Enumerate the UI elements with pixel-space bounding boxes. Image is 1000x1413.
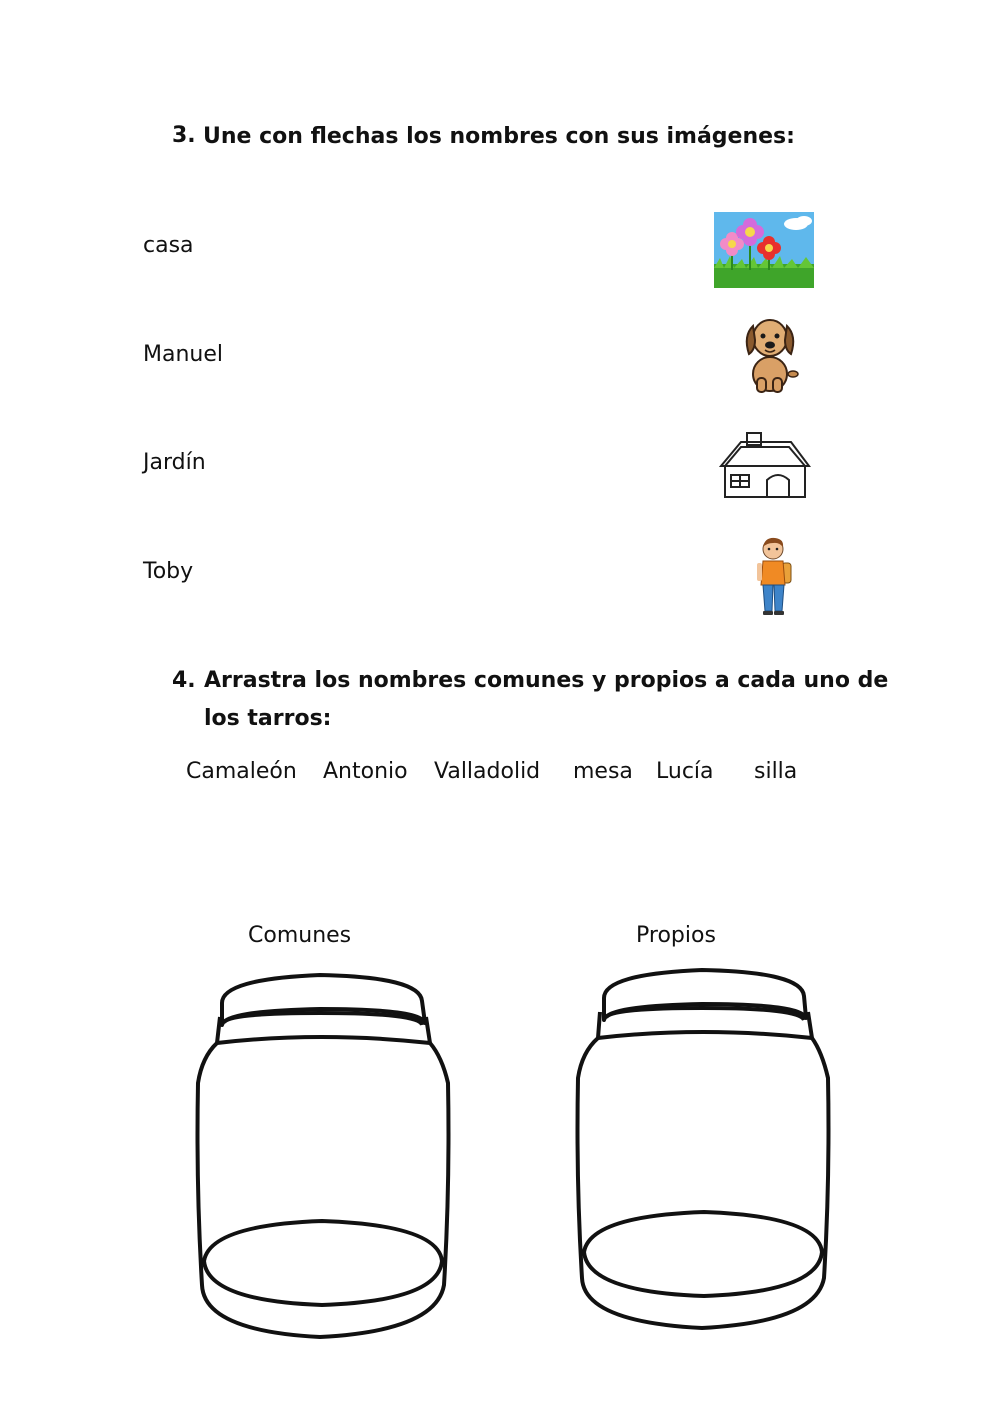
match-word-jardin[interactable]: Jardín (143, 450, 206, 475)
jar-label-comunes: Comunes (248, 923, 352, 948)
drag-chip-antonio[interactable]: Antonio (323, 759, 408, 784)
jar-label-propios: Propios (636, 923, 716, 948)
question-3-text: Une con flechas los nombres con sus imágenes: (203, 124, 795, 149)
house-image[interactable] (719, 430, 811, 500)
dog-image[interactable] (741, 316, 801, 394)
match-word-casa[interactable]: casa (143, 233, 194, 258)
question-3-number: 3. (172, 123, 196, 148)
drag-chip-mesa[interactable]: mesa (573, 759, 633, 784)
drag-chip-lucia[interactable]: Lucía (656, 759, 714, 784)
drag-chip-camaleon[interactable]: Camaleón (186, 759, 297, 784)
drag-chip-valladolid[interactable]: Valladolid (434, 759, 541, 784)
question-4-text-line1: Arrastra los nombres comunes y propios a cada uno de (204, 668, 889, 693)
garden-flowers-image[interactable] (714, 212, 814, 288)
question-4-number: 4. (172, 668, 196, 693)
jar-icon (190, 965, 460, 1350)
drag-chip-silla[interactable]: silla (754, 759, 798, 784)
jar-propios-dropzone[interactable] (570, 960, 840, 1340)
jar-comunes-dropzone[interactable] (190, 965, 460, 1350)
match-word-manuel[interactable]: Manuel (143, 342, 223, 367)
jar-icon (570, 960, 840, 1340)
match-word-toby[interactable]: Toby (143, 559, 194, 584)
boy-image[interactable] (755, 537, 795, 617)
question-4-text-line2: los tarros: (204, 706, 332, 731)
